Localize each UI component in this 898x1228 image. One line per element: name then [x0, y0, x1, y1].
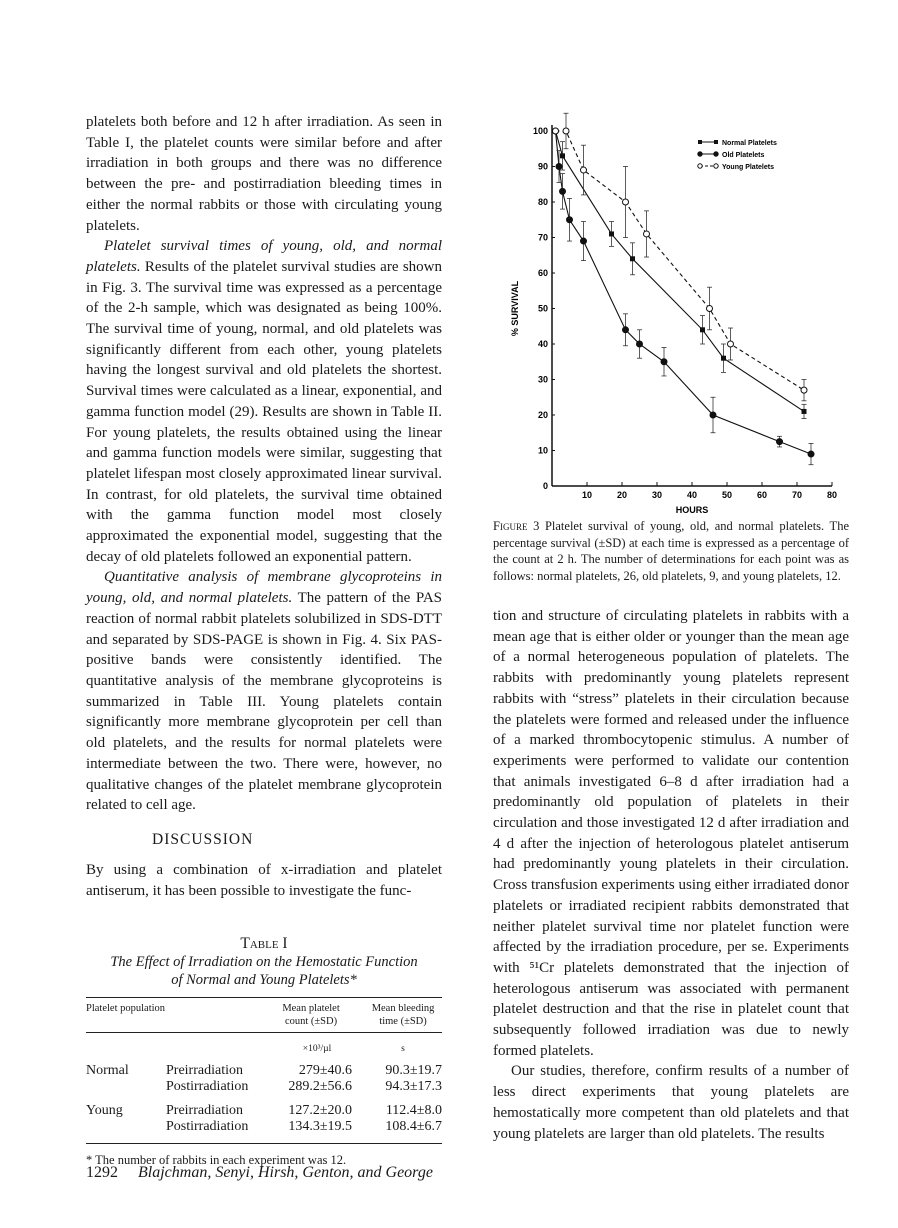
data-point [630, 256, 635, 261]
table-footnote: * The number of rabbits in each experiment was 12. [86, 1153, 347, 1168]
legend-marker [698, 164, 702, 168]
y-axis-label: % SURVIVAL [510, 280, 520, 337]
caption-text: Platelet survival of young, old, and normal platelets. The percentage survival (±SD) at each time is expressed as a percentage of the count at 2 h. The number of determinations for each point was as follows: normal platelets, 26, old platelets, 9, and young platelets, 12. [493, 519, 849, 583]
units: s [401, 1044, 405, 1055]
paragraph [86, 567, 442, 815]
paragraph: platelets both before and 12 h after irradiation. As seen in Table I, the platelet counts were similar before and after irradiation in both groups and there was no difference between the pre- and postirradiation bleeding times in either the normal rabbits or those with circulating young platelets. [86, 114, 442, 234]
table-row [86, 1079, 442, 1095]
page-footer [86, 1164, 433, 1182]
x-tick-label: 50 [721, 490, 733, 500]
x-axis-label: HOURS [675, 505, 709, 515]
y-tick-label: 50 [537, 303, 548, 314]
data-point [581, 167, 587, 173]
y-tick-label: 70 [537, 232, 548, 243]
cell: 90.3±19.7 [385, 1063, 442, 1079]
y-tick-label: 10 [537, 445, 548, 456]
x-tick-label: 10 [581, 490, 593, 500]
units: ×10³/µl [302, 1044, 332, 1055]
data-point [637, 341, 643, 347]
legend-marker [714, 152, 718, 156]
cell: Postirradiation [166, 1079, 249, 1095]
cell: 134.3±19.5 [288, 1119, 353, 1135]
cell: Young [86, 1103, 123, 1119]
data-point [560, 188, 566, 194]
data-table [86, 997, 442, 1144]
cell: 279±40.6 [298, 1063, 353, 1079]
paragraph-text: Results of the platelet survival studies are shown in Fig. 3. The survival time was expressed as a percentage of the 2-h sample, which was designated as being 100%. The survival time of young, normal, and old platelets was significantly different from each other, young platelets having the longest survival and old platelets the shortest. Survival times were calculated as a linear, exponential, and gamma function model (29). Results are shown in Table II. For young platelets, the results obtained using the linear and gamma function models were similar, suggesting that platelet lifespan most closely approximated linear survival. In contrast, for old platelets, the survival time obtained with the gamma function model most closely approximated the exponential model, suggesting that the decay of old platelets followed an exponential pattern. [86, 258, 442, 565]
figure-label: Figure 3 [493, 519, 540, 533]
cell: Normal [86, 1063, 129, 1079]
data-point [553, 128, 559, 134]
cell [86, 1079, 166, 1095]
y-tick-label: 90 [537, 161, 548, 172]
paragraph: By using a combination of x-irradiation and platelet antiserum, it has been possible to investigate the func- [86, 861, 442, 899]
legend-label: Normal Platelets [722, 140, 777, 147]
data-point [728, 341, 734, 347]
table-title: of Normal and Young Platelets* [171, 972, 357, 989]
figure-caption [493, 518, 849, 584]
x-tick-label: 60 [756, 490, 768, 500]
right-column [493, 606, 849, 1144]
cell: 289.2±56.6 [288, 1079, 353, 1095]
y-tick-label: 40 [537, 339, 548, 349]
data-point [707, 306, 713, 312]
x-tick-label: 80 [826, 490, 838, 500]
x-tick-label: 70 [791, 490, 803, 500]
data-point [567, 217, 573, 223]
column-header: Mean platelet count (±SD) [282, 1003, 340, 1028]
table-label: Table I [240, 935, 288, 953]
data-point [623, 327, 629, 333]
legend-marker [698, 152, 702, 156]
table-1 [86, 935, 442, 1171]
y-tick-label: 80 [537, 197, 548, 207]
right-column-wrapper [493, 518, 849, 1144]
series-line [556, 131, 805, 411]
y-tick-label: 0 [542, 481, 548, 491]
cell: 112.4±8.0 [385, 1103, 442, 1119]
data-point [560, 153, 565, 158]
data-point [802, 409, 807, 414]
data-point [710, 412, 716, 418]
cell: 94.3±17.3 [385, 1079, 442, 1095]
data-point [581, 238, 587, 244]
table-row [86, 1103, 442, 1119]
x-tick-label: 20 [616, 490, 628, 500]
cell [86, 1119, 166, 1135]
left-column [86, 112, 442, 1171]
run-in-heading: Quantitative analysis of membrane glycoproteins in young, old, and normal platelets. [86, 569, 442, 607]
data-point [644, 231, 650, 237]
paragraph-text: The pattern of the PAS reaction of normal rabbit platelets solubilized in SDS-DTT and separated by SDS-PAGE is shown in Fig. 4. Six PAS-positive bands were consistently identified. The quantitative analysis of the membrane glycoproteins is summarized in Table III. Young platelets contain significantly more membrane glycoprotein per cell than old platelets, and the results for normal platelets were intermediate between the two. There were, however, no qualitative changes of the platelet membrane glycoprotein related to cell age. [86, 590, 442, 814]
paragraph: tion and structure of circulating platelets in rabbits with a mean age that is either older or younger than the mean age of a normal heterogeneous population of platelets. The rabbits with predominantly young platelets represent rabbits with “stress” platelets in their circulation because the platelets were formed and released under the influence of a marked thrombocytopenic stimulus. A number of experiments were performed to validate our contention that animals investigated 6–8 d after irradiation had a predominantly old population of platelets in their circulation and those investigated 12 d after irradiation and 4 d after the injection of heterologous platelet antiserum had predominantly young platelets in their circulation. Cross transfusion experiments using either irradiated donor platelets or irradiated recipient rabbits demonstrated that neither platelet survival time nor platelet function were affected by the irradiation procedure, per se. Experiments with ⁵¹Cr platelets demonstrated that the injection of heterologous antiserum was associated with permanent platelet destruction and that the rise in platelet count that subsequently followed irradiation was due to newly formed platelets. [493, 608, 849, 1059]
cell: Preirradiation [166, 1103, 243, 1119]
column-header: Mean bleeding time (±SD) [371, 1003, 435, 1028]
legend-marker [714, 164, 718, 168]
series-line [556, 131, 812, 454]
table-row [86, 1063, 442, 1079]
column-header [166, 998, 270, 1033]
x-tick-label: 30 [651, 490, 663, 500]
paragraph: Our studies, therefore, confirm results of a number of less direct experiments that young platelets are hemostatically more competent than old platelets and that young platelets are larger than old platelets. The results [493, 1063, 849, 1142]
legend-label: Old Platelets [722, 152, 765, 159]
paragraph [86, 236, 442, 567]
run-in-heading: Platelet survival times of young, old, and normal platelets. [86, 238, 442, 275]
y-tick-label: 20 [537, 410, 548, 420]
cell: Preirradiation [166, 1063, 243, 1079]
y-tick-label: 60 [537, 268, 548, 278]
legend-marker [714, 140, 718, 144]
data-point [556, 164, 562, 170]
cell: 108.4±6.7 [385, 1119, 442, 1135]
data-point [623, 199, 629, 205]
data-point [801, 387, 807, 393]
data-point [563, 128, 569, 134]
data-point [721, 356, 726, 361]
survival-chart [500, 100, 850, 520]
column-header: Platelet population [86, 1003, 166, 1015]
y-tick-label: 30 [537, 374, 548, 385]
cell: 127.2±20.0 [288, 1103, 353, 1119]
legend-label: Young Platelets [722, 164, 774, 171]
table-title: The Effect of Irradiation on the Hemostatic Function [110, 954, 418, 971]
data-point [777, 439, 783, 445]
data-point [808, 451, 814, 457]
page-number: 1292 [86, 1164, 118, 1181]
data-point [609, 231, 614, 236]
x-tick-label: 40 [686, 490, 698, 500]
y-tick-label: 100 [532, 126, 548, 136]
running-authors: Blajchman, Senyi, Hirsh, Genton, and George [138, 1164, 433, 1181]
legend-marker [698, 140, 702, 144]
data-point [700, 327, 705, 332]
section-heading: DISCUSSION [152, 830, 254, 848]
table-row [86, 1119, 442, 1135]
data-point [661, 359, 667, 365]
cell: Postirradiation [166, 1119, 249, 1135]
